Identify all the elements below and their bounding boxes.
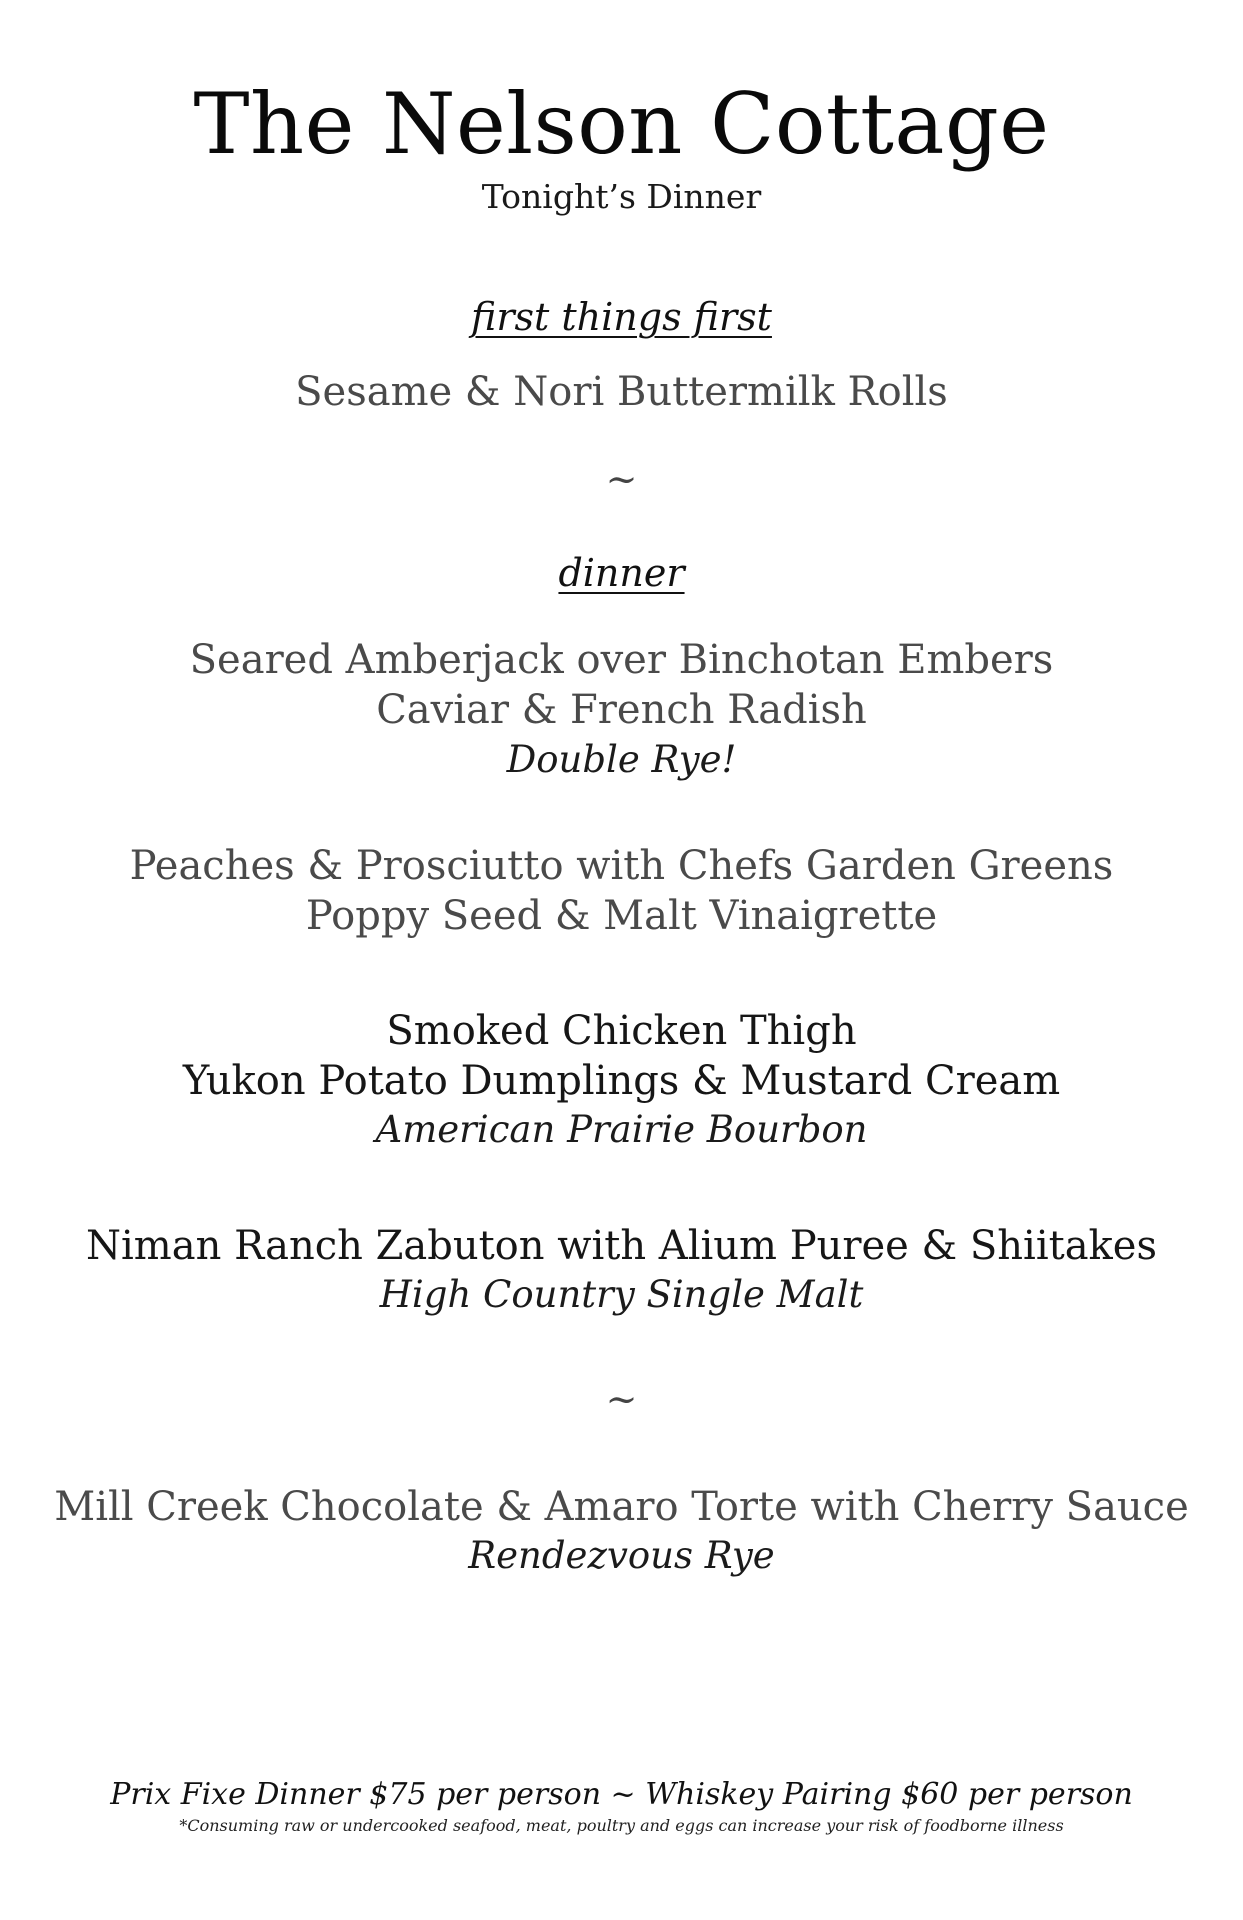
course1-pairing: Double Rye! (506, 738, 737, 781)
section-heading-dinner: dinner (558, 551, 685, 595)
course3-dish: Smoked Chicken Thigh (386, 1008, 857, 1054)
food-safety-disclaimer: *Consuming raw or undercooked seafood, meat, poultry and eggs can increase your risk of foodborne illness (179, 1816, 1064, 1835)
course1-accompaniment: Caviar & French Radish (376, 687, 867, 733)
course1-dish: Seared Amberjack over Binchotan Embers (189, 637, 1054, 683)
dessert-pairing: Rendezvous Rye (468, 1534, 775, 1577)
pricing-line: Prix Fixe Dinner $75 per person ~ Whiskey Pairing $60 per person (110, 1777, 1133, 1812)
dessert-dish: Mill Creek Chocolate & Amaro Torte with Cherry Sauce (54, 1484, 1189, 1530)
separator-tilde: ~ (605, 457, 638, 501)
course2-dish: Peaches & Prosciutto with Chefs Garden Greens (129, 843, 1114, 889)
course3-accompaniment: Yukon Potato Dumplings & Mustard Cream (182, 1058, 1061, 1104)
course4-pairing: High Country Single Malt (379, 1273, 864, 1316)
separator-tilde: ~ (605, 1377, 638, 1421)
course3-pairing: American Prairie Bourbon (375, 1108, 868, 1151)
course2-accompaniment: Poppy Seed & Malt Vinaigrette (305, 893, 938, 939)
course4-dish: Niman Ranch Zabuton with Alium Puree & Shiitakes (86, 1223, 1157, 1269)
bread-item: Sesame & Nori Buttermilk Rolls (295, 369, 948, 415)
restaurant-title: The Nelson Cottage (193, 75, 1050, 173)
section-heading-first-things-first: first things first (471, 295, 772, 339)
menu-subtitle: Tonight’s Dinner (481, 177, 762, 216)
